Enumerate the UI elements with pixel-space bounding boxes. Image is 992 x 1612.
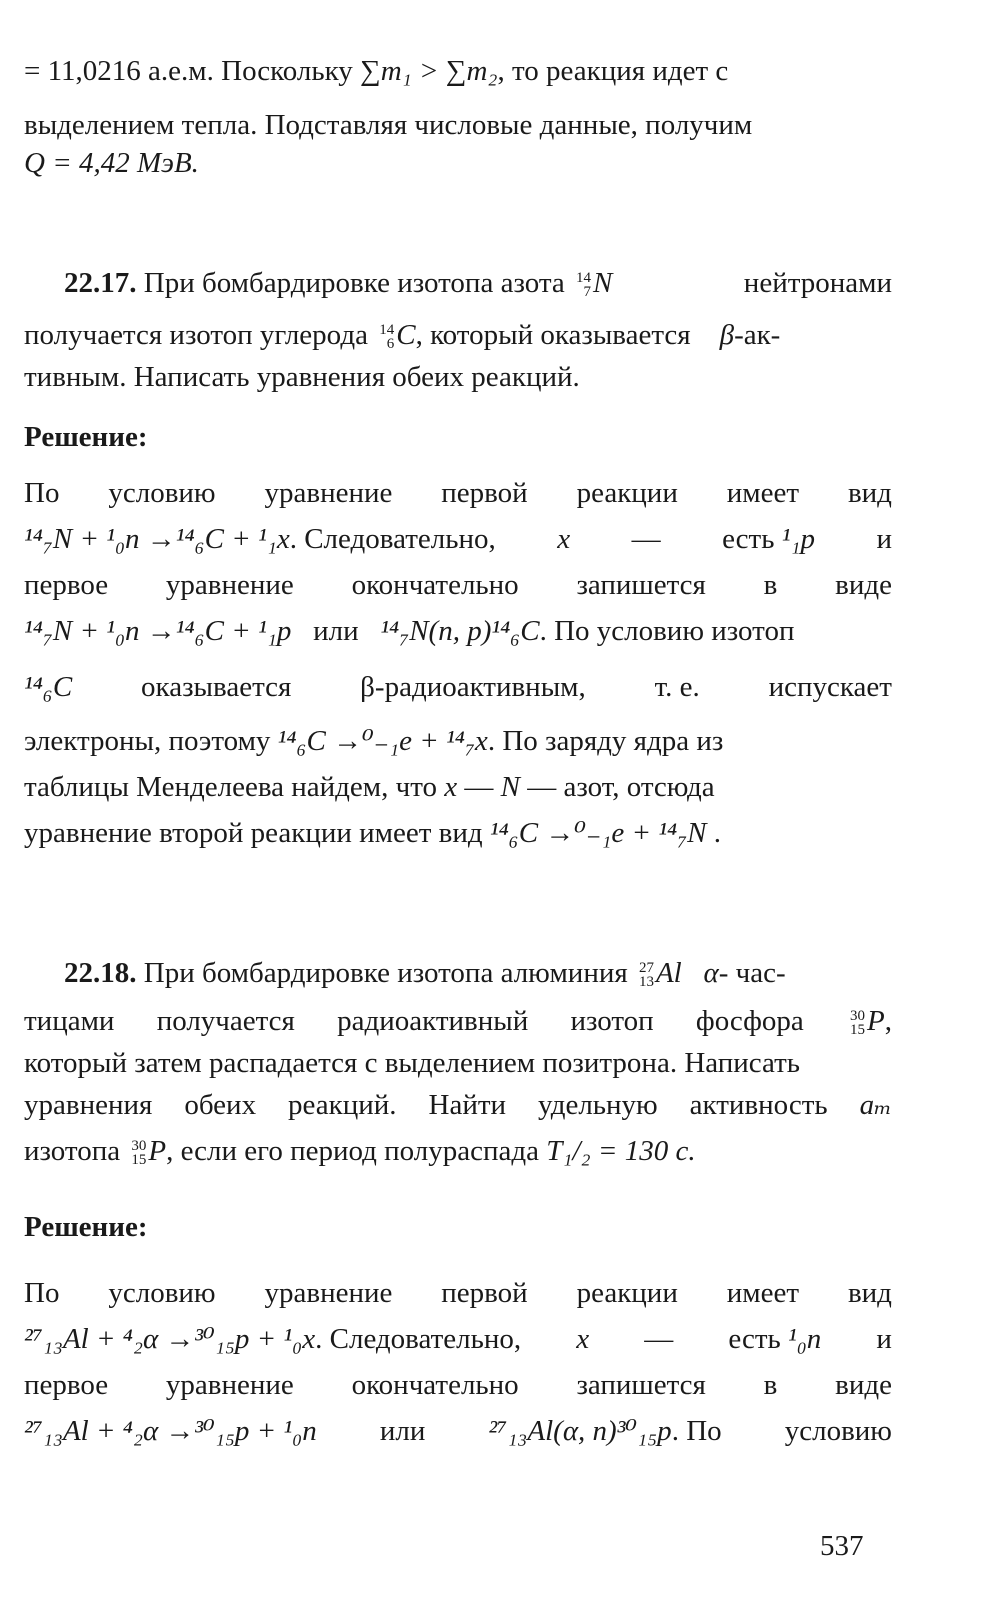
solution-line: По условию уравнение первой реакции имеет вид — [24, 1277, 892, 1309]
solution-heading: Решение: — [24, 1211, 148, 1243]
problem-number: 22.18. — [64, 957, 137, 989]
text-span: , то реакция идет с — [497, 55, 729, 87]
result-value: Q = 4,42 МэВ. — [24, 147, 199, 179]
text-span: тивным. Написать уравнения обеих реакций. — [24, 361, 580, 393]
solution-line: ²⁷₁₃Al + ⁴₂α →³⁰₁₅p + ¹₀x. Следовательно, x — есть ¹₀n и — [24, 1323, 892, 1355]
greek-symbol: β — [719, 319, 735, 351]
solution-line: первое уравнение окончательно запишется в виде — [24, 1369, 892, 1401]
isotope-notation: 30 15 — [850, 1008, 866, 1039]
equation: ¹⁴₇N + ¹₀n →¹⁴₆C + ¹₁p — [24, 615, 292, 647]
math-sum: ∑m₁ > ∑m₂ — [360, 55, 498, 87]
isotope-notation: 30 15 — [131, 1138, 147, 1169]
text-span: -ак- — [734, 319, 781, 351]
solution-line: ¹⁴₆C оказывается β-радиоактивным, т. е. испускает — [24, 671, 892, 703]
solution-line: таблицы Менделеева найдем, что x — N — азот, отсюда — [24, 771, 715, 803]
problem-statement-line: изотопа 30 15 P, если его период полураспада T₁/₂ = 130 с. — [24, 1135, 696, 1169]
isotope-notation: 27 13 — [638, 960, 654, 991]
equation: ¹⁴₆C →⁰₋₁e + ¹⁴₇N — [489, 817, 707, 849]
variable: aₘ — [859, 1089, 892, 1121]
text-span: нейтронами — [743, 267, 892, 299]
solution-line: уравнение второй реакции имеет вид ¹⁴₆C →⁰₋₁e + ¹⁴₇N . — [24, 817, 722, 849]
equation: ²⁷₁₃Al + ⁴₂α →³⁰₁₅p + ¹₀x — [24, 1323, 316, 1355]
equation: ¹⁴₆C →⁰₋₁e + ¹⁴₇x — [277, 725, 488, 757]
text-line — [24, 146, 892, 180]
problem-statement-line: который затем распадается с выделением позитрона. Написать — [24, 1047, 801, 1079]
solution-line: первое уравнение окончательно запишется в виде — [24, 569, 892, 601]
element-symbol: C — [396, 319, 416, 351]
isotope-notation: 14 6 — [379, 322, 395, 353]
equation: ¹⁴₇N(n, p)¹⁴₆C — [380, 615, 540, 647]
text-line — [24, 54, 892, 88]
text-span: выделением тепла. Подставляя числовые данные, получим — [24, 109, 753, 141]
equation: ¹₁p — [781, 523, 815, 555]
greek-symbol: α — [703, 957, 719, 989]
text-span: При бомбардировке изотопа азота — [143, 267, 565, 299]
solution-line: ²⁷₁₃Al + ⁴₂α →³⁰₁₅p + ¹₀n или ²⁷₁₃Al(α, n)³⁰₁₅p. По условию — [24, 1415, 892, 1447]
element-symbol: N — [593, 267, 613, 299]
solution-heading: Решение: — [24, 421, 148, 453]
text-line — [24, 108, 892, 142]
problem-statement-line — [64, 266, 892, 300]
variable: x — [557, 523, 571, 555]
problem-statement-line: 22.18. При бомбардировке изотопа алюминия 27 13 Al α- час- — [64, 957, 786, 991]
equation: ²⁷₁₃Al(α, n)³⁰₁₅p — [488, 1415, 672, 1447]
page-number: 537 — [820, 1530, 864, 1562]
problem-number: 22.17. — [64, 267, 137, 299]
solution-line: электроны, поэтому ¹⁴₆C →⁰₋₁e + ¹⁴₇x. По заряду ядра из — [24, 725, 724, 757]
isotope-notation: 14 7 — [576, 270, 591, 301]
half-life-value: T₁/₂ = 130 с. — [546, 1135, 696, 1167]
equation: ¹⁴₇N + ¹₀n →¹⁴₆C + ¹₁x — [24, 523, 290, 555]
problem-statement-line — [24, 318, 892, 352]
text-span: , который оказывается — [415, 319, 691, 351]
problem-statement-line: тицами получается радиоактивный изотоп фосфора 30 15 P, — [24, 1005, 892, 1039]
solution-line: ¹⁴₇N + ¹₀n →¹⁴₆C + ¹₁x. Следовательно, x — есть ¹₁p и — [24, 523, 892, 555]
problem-statement-line: уравнения обеих реакций. Найти удельную активность aₘ — [24, 1089, 892, 1121]
equation: ¹⁴₆C — [24, 671, 73, 703]
equation: ²⁷₁₃Al + ⁴₂α →³⁰₁₅p + ¹₀n — [24, 1415, 317, 1447]
equation: ¹₀n — [788, 1323, 822, 1355]
text-span: получается изотоп углерода — [24, 319, 368, 351]
problem-statement-line — [24, 360, 892, 394]
solution-line: По условию уравнение первой реакции имеет вид — [24, 477, 892, 509]
solution-line: ¹⁴₇N + ¹₀n →¹⁴₆C + ¹₁p или ¹⁴₇N(n, p)¹⁴₆C. По условию изотоп — [24, 615, 795, 647]
text-span: = 11,0216 а.е.м. Поскольку — [24, 55, 353, 87]
